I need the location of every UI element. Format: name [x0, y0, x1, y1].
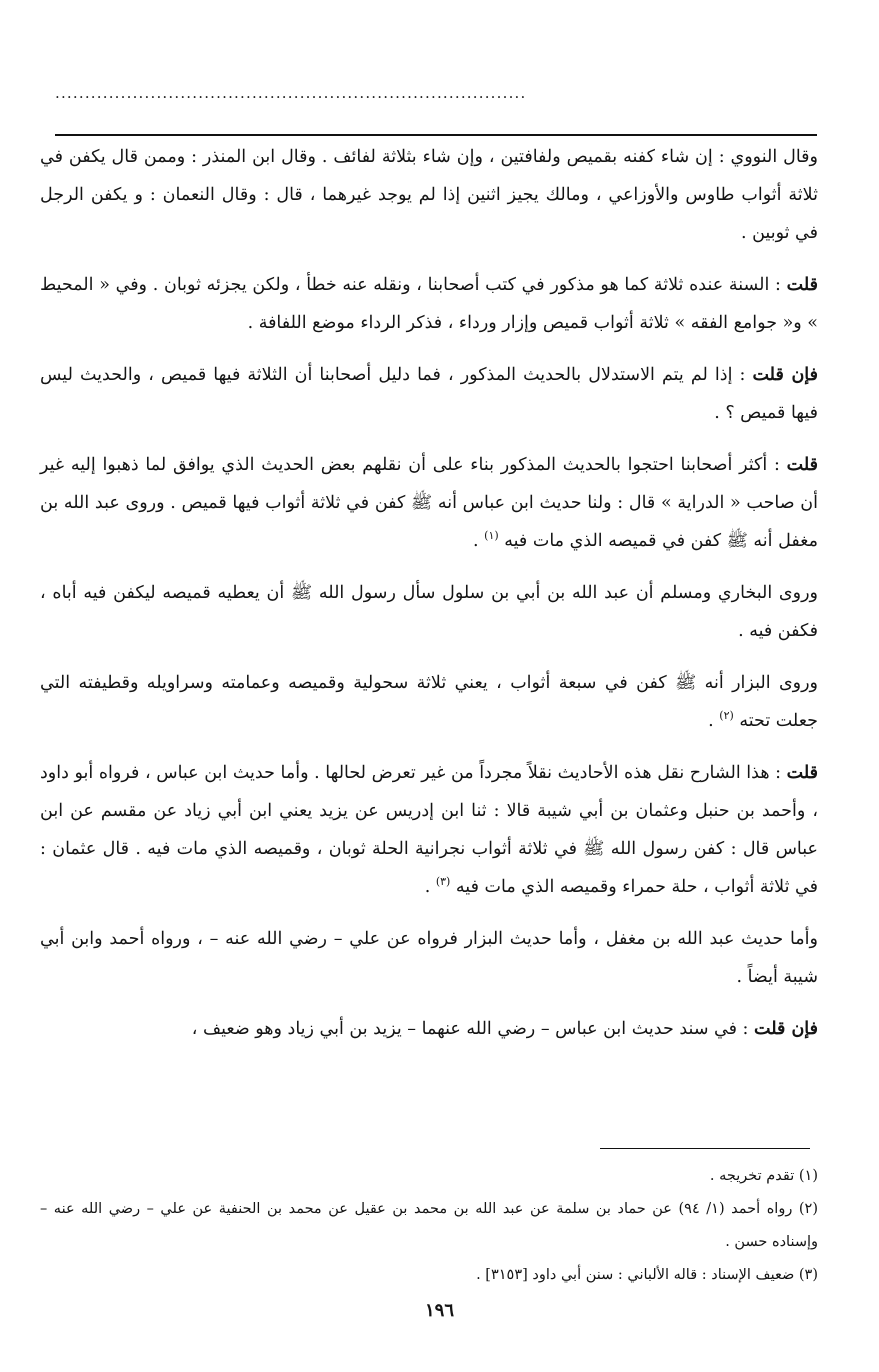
paragraph-text: : السنة عنده ثلاثة كما هو مذكور في كتب أصحابنا ، ونقله عنه خطأ ، ولكن يجزئه ثوبان . وفي « المحيط » و« جوامع الفقه » ثلاثة أثواب قميص وإزار ورداء ، فذكر الرداء موضع اللفافة . [40, 275, 818, 333]
footnote: (١) تقدم تخريجه . [709, 1168, 818, 1184]
footnote-rule [600, 1148, 810, 1149]
paragraph-text: : أكثر أصحابنا احتجوا بالحديث المذكور بناء على أن نقلهم بعض الحديث الذي يوافق لما ذهبوا إليه غير أن صاحب « الدراية » قال : ولنا حديث ابن عباس أنه ﷺ كفن في ثلاثة أثواب فيها قميص . وروى عبد الله بن مغفل أنه ﷺ كفن في قميصه الذي مات فيه [40, 455, 818, 551]
paragraph-text: : هذا الشارح نقل هذه الأحاديث نقلاً مجرداً من غير تعرض لحالها . وأما حديث ابن عباس ، فرواه أبو داود ، وأحمد بن حنبل وعثمان بن أبي شيبة قالا : ثنا ابن إدريس عن يزيد يعني ابن أبي زياد عن مقسم عن ابن عباس قال : كفن رسول الله ﷺ في ثلاثة أثواب نجرانية الحلة ثوبان ، وقميصه الذي مات فيه . قال عثمان : في ثلاثة أثواب ، حلة حمراء وقميصه الذي مات فيه [40, 763, 818, 897]
paragraph-lead: فإن قلت [752, 365, 818, 385]
paragraph-lead: قلت [786, 275, 818, 295]
paragraph: قلت : هذا الشارح نقل هذه الأحاديث نقلاً مجرداً من غير تعرض لحالها . وأما حديث ابن عباس ، فرواه أبو داود ، وأحمد بن حنبل وعثمان بن أبي شيبة قالا : ثنا ابن إدريس عن يزيد يعني ابن أبي زياد عن مقسم عن ابن عباس قال : كفن رسول الله ﷺ في ثلاثة أثواب نجرانية الحلة ثوبان ، وقميصه الذي مات فيه . قال عثمان : في ثلاثة أثواب ، حلة حمراء وقميصه الذي مات فيه $^{(٣)}$ . [40, 763, 818, 897]
footnote-marker: (٢) [719, 709, 734, 723]
footnote: (٢) رواه أحمد (١/ ٩٤) عن حماد بن سلمة عن عبد الله بن محمد بن عقيل عن محمد بن الحنفية عن علي – رضي الله عنه – وإسناده حسن . [40, 1201, 818, 1250]
paragraph-lead: قلت [786, 763, 818, 783]
header-rule [55, 134, 817, 136]
paragraph [40, 1010, 818, 1048]
main-text [40, 138, 818, 1062]
paragraph-text: وروى البخاري ومسلم أن عبد الله بن أبي بن سلول سأل رسول الله ﷺ أن يعطيه قميصه ليكفن فيه أباه ، فكفن فيه . [40, 583, 818, 641]
paragraph [40, 920, 818, 996]
paragraph [40, 574, 818, 650]
paragraph-text: وأما حديث عبد الله بن مغفل ، وأما حديث البزار فرواه عن علي – رضي الله عنه – ، ورواه أحمد وابن أبي شيبة أيضاً . [40, 929, 818, 987]
paragraph-lead: فإن قلت [754, 1019, 818, 1039]
paragraph-text: وروى البزار أنه ﷺ كفن في سبعة أثواب ، يعني ثلاثة سحولية وقميصه وعمامته وسراويله وقطيفته التي جعلت تحته [40, 673, 818, 731]
paragraph-text: : إذا لم يتم الاستدلال بالحديث المذكور ، فما دليل أصحابنا أن الثلاثة فيها قميص ، والحديث ليس فيها قميص ؟ . [40, 365, 818, 423]
paragraph-text: وقال النووي : إن شاء كفنه بقميص ولفافتين ، وإن شاء بثلاثة لفائف . وقال ابن المنذر : وممن قال يكفن في ثلاثة أثواب طاوس والأوزاعي ، ومالك يجيز اثنين إذا لم يوجد غيرهما ، قال : وقال النعمان : و يكفن الرجل في ثوبين . [40, 147, 818, 243]
paragraph-lead: قلت [786, 455, 818, 475]
footnote: (٣) ضعيف الإسناد : قاله الألباني : سنن أبي داود [٣١٥٣] . [476, 1267, 818, 1283]
paragraph: وروى البزار أنه ﷺ كفن في سبعة أثواب ، يعني ثلاثة سحولية وقميصه وعمامته وسراويله وقطيفته التي جعلت تحته $^{(٢)}$ . [40, 673, 818, 731]
paragraph [40, 356, 818, 432]
footnote-marker: (٣) [435, 875, 451, 889]
header-dotted-line: ............................................................................... [55, 84, 527, 102]
paragraph-text: : في سند حديث ابن عباس – رضي الله عنهما – يزيد بن أبي زياد وهو ضعيف ، [191, 1019, 755, 1039]
paragraph: قلت : أكثر أصحابنا احتجوا بالحديث المذكور بناء على أن نقلهم بعض الحديث الذي يوافق لما ذهبوا إليه غير أن صاحب « الدراية » قال : ولنا حديث ابن عباس أنه ﷺ كفن في ثلاثة أثواب فيها قميص . وروى عبد الله بن مغفل أنه ﷺ كفن في قميصه الذي مات فيه $^{(١)}$ . [40, 455, 818, 551]
footnote-marker: (١) [484, 529, 499, 543]
paragraph [40, 266, 818, 342]
page-number: ١٩٦ [424, 1300, 454, 1321]
footnotes [40, 1160, 818, 1292]
paragraph [40, 138, 818, 252]
